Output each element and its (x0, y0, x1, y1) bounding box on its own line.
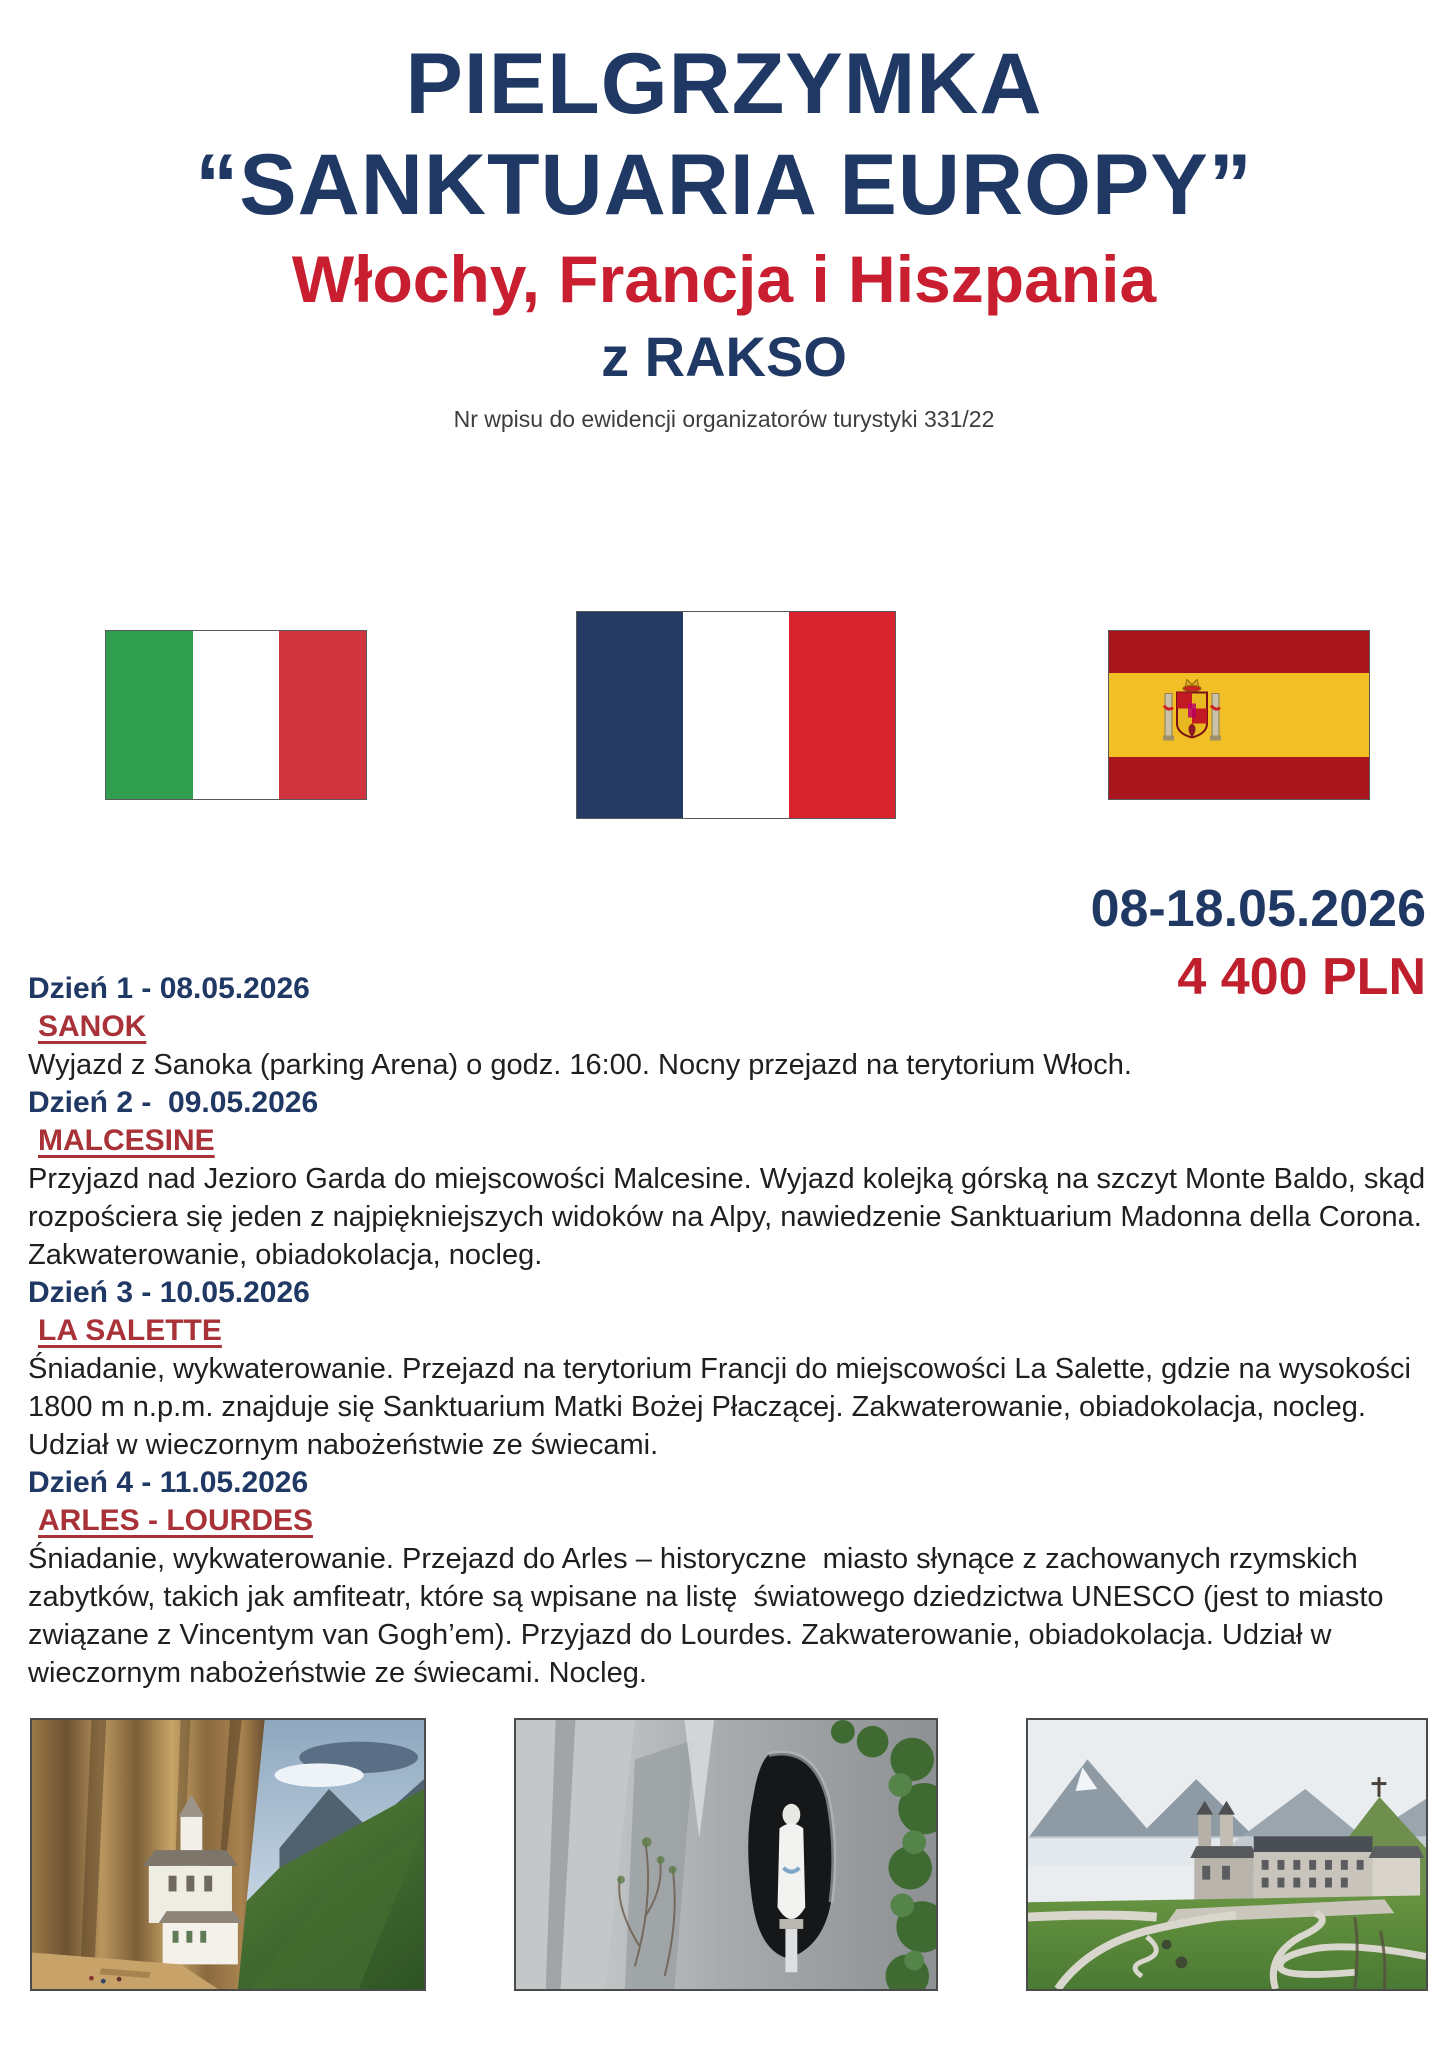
spain-flag-top-red-band (1109, 631, 1369, 673)
poster-header (0, 0, 1448, 433)
day-1-place: SANOK (38, 1010, 147, 1044)
photos-row (0, 1718, 1448, 1991)
italy-flag-white-band (193, 631, 280, 799)
content (0, 821, 1448, 1991)
countries-subtitle: Włochy, Francja i Hiszpania (291, 242, 1157, 317)
title-line-2: “SANKTUARIA EUROPY” (195, 136, 1253, 233)
flags-row (0, 611, 1448, 821)
spain-coat-of-arms (1163, 676, 1221, 755)
la-salette-sanctuary-photo (1026, 1718, 1428, 1991)
italy-flag (105, 630, 367, 800)
italy-flag-red-band (279, 631, 366, 799)
day-1-label: Dzień 1 - 08.05.2026 (28, 972, 310, 1006)
day-2-block (28, 1084, 1432, 1274)
day-1-description: Wyjazd z Sanoka (parking Arena) o godz. 16:00. Nocny przejazd na terytorium Włoch. (28, 1049, 1132, 1082)
spain-flag-yellow-band (1109, 673, 1369, 757)
day-2-label: Dzień 2 - 09.05.2026 (28, 1086, 319, 1120)
registration-note: Nr wpisu do ewidencji organizatorów turystyki 331/22 (453, 406, 995, 433)
day-4-block (28, 1464, 1432, 1692)
day-2-description: Przyjazd nad Jezioro Garda do miejscowości Malcesine. Wyjazd kolejką górską na szczyt Monte Baldo, skąd rozpościera się jeden z najpiękniejszych widoków na Alpy, nawiedzenie Sanktuarium Madonna della Corona. Zakwaterowanie, obiadokolacja, nocleg. (28, 1163, 1434, 1272)
day-3-block (28, 1274, 1432, 1464)
day-4-place: ARLES - LOURDES (38, 1504, 314, 1538)
day-3-label: Dzień 3 - 10.05.2026 (28, 1276, 310, 1310)
day-3-description: Śniadanie, wykwaterowanie. Przejazd na terytorium Francji do miejscowości La Salette, gdzie na wysokości 1800 m n.p.m. znajduje się Sanktuarium Matki Bożej Płaczącej. Zakwaterowanie, obiadokolacja, nocleg. Udział w wieczornym nabożeństwie ze świecami. (28, 1353, 1420, 1462)
offer-block (1091, 879, 1426, 1007)
brand-line: z RAKSO (601, 325, 847, 389)
day-2-place: MALCESINE (38, 1124, 215, 1158)
day-4-description: Śniadanie, wykwaterowanie. Przejazd do Arles – historyczne miasto słynące z zachowanych rzymskich zabytków, takich jak amfiteatr, które są wpisane na listę światowego dziedzictwa UNESCO (jest to miasto związane z Vincentym van Gogh’em). Przyjazd do Lourdes. Zakwaterowanie, obiadokolacja. Udział w wieczornym nabożeństwie ze świecami. Nocleg. (28, 1543, 1392, 1690)
france-flag (576, 611, 896, 819)
spain-flag (1108, 630, 1370, 800)
france-flag-blue-band (577, 612, 683, 818)
day-4-label: Dzień 4 - 11.05.2026 (28, 1466, 309, 1500)
day-3-place: LA SALETTE (38, 1314, 222, 1348)
trip-price: 4 400 PLN (1177, 948, 1426, 1007)
trip-dates: 08-18.05.2026 (1090, 880, 1426, 939)
france-flag-red-band (789, 612, 895, 818)
france-flag-white-band (683, 612, 789, 818)
madonna-della-corona-sanctuary-photo (30, 1718, 426, 1991)
title-line-1: PIELGRZYMKA (405, 36, 1043, 132)
lourdes-grotto-photo (514, 1718, 938, 1991)
italy-flag-green-band (106, 631, 193, 799)
spain-flag-bottom-red-band (1109, 757, 1369, 799)
